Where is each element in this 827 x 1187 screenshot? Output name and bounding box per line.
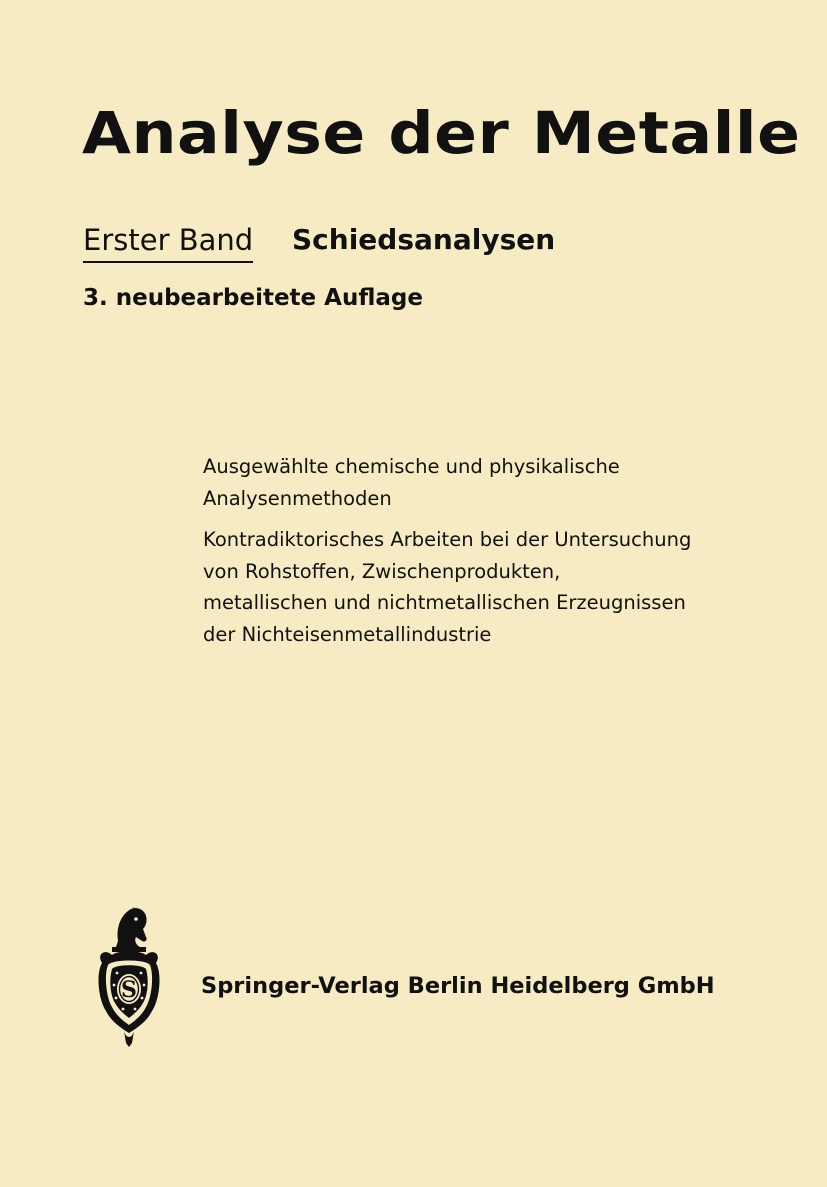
description-line: Analysenmethoden xyxy=(203,486,392,510)
edition-label: 3. neubearbeitete Auflage xyxy=(83,285,423,311)
volume-label: Erster Band xyxy=(83,226,253,263)
volume-subtitle: Schiedsanalysen xyxy=(292,223,556,256)
description xyxy=(203,451,691,650)
book-title: Analyse der Metalle xyxy=(82,99,801,167)
description-line: Kontradiktorisches Arbeiten bei der Untersuchung xyxy=(203,528,692,551)
springer-knight-emblem-icon xyxy=(88,903,168,1048)
description-line: metallischen und nichtmetallischen Erzeugnissen xyxy=(203,591,686,614)
svg-text:S: S xyxy=(121,977,137,1003)
description-line: der Nichteisenmetallindustrie xyxy=(203,622,492,646)
description-line: von Rohstoffen, Zwischenprodukten, xyxy=(203,559,561,583)
publisher-name: Springer-Verlag Berlin Heidelberg GmbH xyxy=(201,973,715,999)
description-line: Ausgewählte chemische und physikalische xyxy=(203,455,620,478)
